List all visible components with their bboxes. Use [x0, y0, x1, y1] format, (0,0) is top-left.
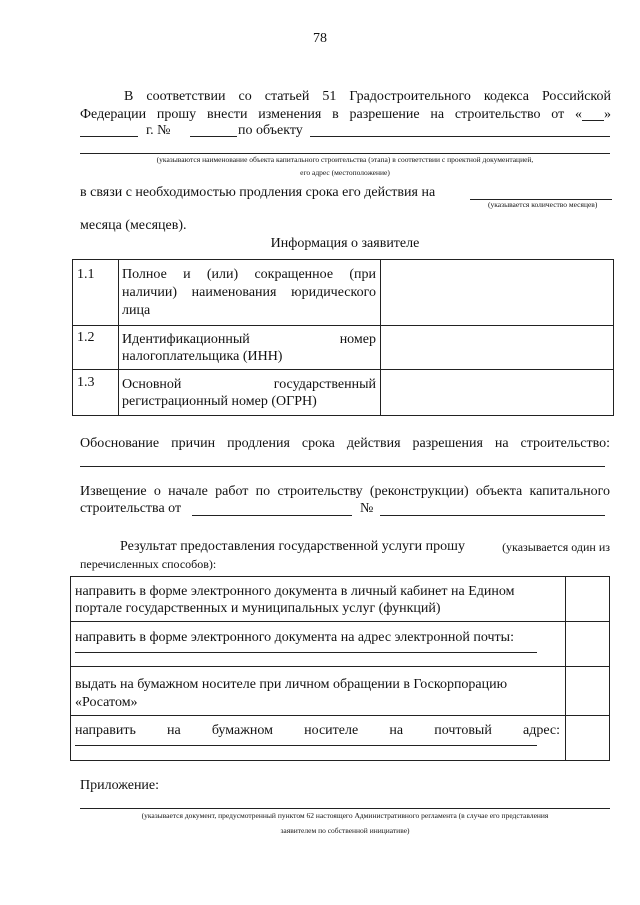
intro-line-2-text: Федерации прошу внести изменения в разрешение на строительство от «: [80, 107, 582, 122]
email-field[interactable]: [75, 652, 537, 653]
object-label: по объекту: [238, 123, 303, 138]
applicant-row-divider-1: [72, 325, 614, 326]
option-personal-account-line-2: портале государственных и муниципальных услуг (функций): [75, 601, 441, 616]
result-line-2: перечисленных способов):: [80, 557, 217, 571]
result-line-1-main: Результат предоставления государственной услуги прошу: [120, 539, 465, 554]
row-1-3-label-2: регистрационный номер (ОГРН): [122, 394, 317, 409]
row-1-3-number: 1.3: [77, 375, 95, 390]
page-number: 78: [313, 31, 327, 46]
applicant-row-divider-2: [72, 369, 614, 370]
delivery-col-divider: [565, 576, 566, 761]
applicant-col-divider-1: [118, 259, 119, 416]
applicant-col-divider-2: [380, 259, 381, 416]
object-field-continued[interactable]: [80, 153, 610, 154]
year-number-label: г. №: [146, 123, 171, 138]
notice-date-label: строительства от: [80, 501, 182, 516]
applicant-heading: Информация о заявителе: [270, 236, 420, 251]
extension-text: в связи с необходимостью продления срока его действия на: [80, 185, 436, 200]
attachment-note-2: заявителем по собственной инициативе): [280, 826, 410, 835]
option-in-person-checkbox[interactable]: [567, 668, 608, 714]
option-postal: направить на бумажном носителе на почтовый адрес:: [75, 723, 560, 738]
delivery-row-divider-2: [70, 666, 610, 667]
row-1-3-label-1: Основной государственный: [122, 377, 376, 392]
option-postal-checkbox[interactable]: [567, 717, 608, 760]
month-year-field[interactable]: [80, 136, 138, 137]
justification-text: Обоснование причин продления срока действия разрешения на строительство:: [80, 436, 610, 451]
option-personal-account-line-1: направить в форме электронного документа в личный кабинет на Едином: [75, 584, 515, 599]
row-1-2-label-1: Идентификационный номер: [122, 332, 376, 347]
object-note-2: его адрес (местоположение): [300, 168, 390, 177]
row-1-1-label-3: лица: [122, 303, 151, 318]
option-email-checkbox[interactable]: [567, 623, 608, 665]
permit-number-field[interactable]: [190, 136, 237, 137]
postal-address-field[interactable]: [75, 745, 537, 746]
result-line-1: [120, 538, 610, 556]
notice-date-field[interactable]: [192, 515, 352, 516]
option-email: направить в форме электронного документа на адрес электронной почты:: [75, 630, 514, 645]
notice-line-1: Извещение о начале работ по строительству (реконструкции) объекта капитального: [80, 484, 610, 499]
row-1-2-number: 1.2: [77, 330, 95, 345]
delivery-row-divider-1: [70, 621, 610, 622]
notice-number-label: №: [360, 501, 374, 516]
result-line-1-note: (указывается один из: [502, 540, 610, 554]
intro-line-1: В соответствии со статьей 51 Градостроительного кодекса Российской: [124, 89, 611, 104]
months-text: месяца (месяцев).: [80, 218, 187, 233]
row-1-1-label-1: Полное и (или) сокращенное (при: [122, 267, 376, 282]
ogrn-value[interactable]: [382, 371, 612, 415]
attachment-label: Приложение:: [80, 778, 160, 793]
inn-value[interactable]: [382, 327, 612, 368]
months-note: (указывается количество месяцев): [488, 200, 598, 209]
day-field[interactable]: [582, 106, 604, 121]
justification-field[interactable]: [80, 466, 605, 467]
option-in-person-line-2: «Росатом»: [75, 695, 138, 710]
delivery-row-divider-3: [70, 715, 610, 716]
attachment-field[interactable]: [80, 808, 610, 809]
row-1-2-label-2: налогоплательщика (ИНН): [122, 349, 283, 364]
object-note-1: (указываются наименование объекта капитального строительства (этапа) в соответствии с проектной документацией,: [156, 155, 534, 164]
intro-line-2-quote: »: [604, 107, 611, 122]
option-personal-account-checkbox[interactable]: [567, 578, 608, 620]
row-1-1-number: 1.1: [77, 267, 95, 282]
option-in-person-line-1: выдать на бумажном носителе при личном обращении в Госкорпорацию: [75, 677, 508, 692]
object-field[interactable]: [310, 136, 610, 137]
company-name-value[interactable]: [382, 261, 612, 324]
notice-number-field[interactable]: [380, 515, 605, 516]
attachment-note-1: (указывается документ, предусмотренный пунктом 62 настоящего Административного регламента (в случае его представления: [141, 811, 549, 820]
row-1-1-label-2: наличии) наименования юридического: [122, 285, 376, 300]
